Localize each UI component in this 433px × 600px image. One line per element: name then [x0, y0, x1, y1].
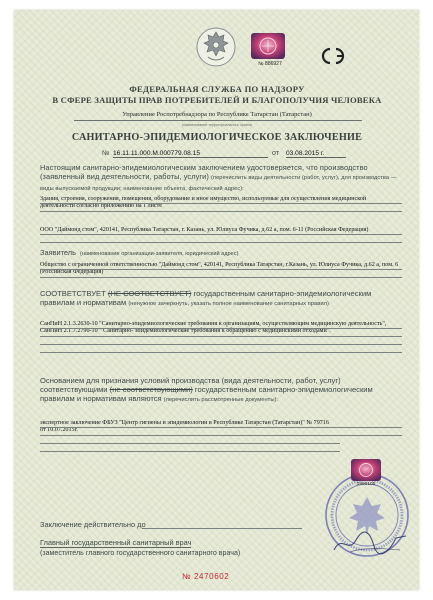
compliance-no-struck: (НЕ СООТВЕТСТВУЕТ)	[107, 289, 192, 298]
compliance-note: (ненужное зачеркнуть, указать полное наименование санитарных правил)	[128, 301, 329, 308]
basis-text-a: Основанием для признания условий производства (вида деятельности, работ, услуг) соответствующими	[40, 376, 341, 395]
department-underline	[74, 120, 362, 121]
rule-line	[40, 203, 402, 204]
number-label: №	[102, 150, 110, 157]
expertise-reference: экспертное заключение ФБУЗ "Центр гигиены и эпидемиологии в Республике Татарстан (Татарстан)" № 79716 от 10.07.2015г.	[40, 420, 329, 434]
rule-line	[40, 344, 402, 345]
compliance-yes: СООТВЕТСТВУЕТ	[40, 289, 106, 298]
hologram-number: № 886927	[258, 61, 282, 67]
serial-number: № 2470602	[182, 572, 230, 581]
certificate-number: 16.11.11.000.М.000779.08.15	[113, 150, 268, 158]
rule-line	[40, 443, 340, 444]
rule-line	[40, 352, 402, 353]
org-name-line2: В СФЕРЕ ЗАЩИТЫ ПРАВ ПОТРЕБИТЕЛЕЙ И БЛАГОПОЛУЧИЯ ЧЕЛОВЕКА	[52, 95, 382, 105]
conformity-mark-icon	[316, 46, 350, 66]
stamp-hologram-number: 0890105	[356, 482, 376, 487]
intro-text: Настоящим санитарно-эпидемиологическим заключением удостоверяется, что производство (заявленный вид деятельности, работы, услуги)	[40, 163, 368, 181]
applicant-label: Заявитель	[40, 248, 76, 257]
certificate-date: 03.08.2015 г.	[286, 150, 346, 158]
basis-paragraph	[40, 376, 402, 406]
rule-line	[40, 211, 402, 212]
intro-note: (перечислить виды деятельности (работ, услуг), для производства — виды выпускаемой продукции; наименование объекта, фактический адрес):	[40, 175, 397, 192]
rule-line	[40, 277, 402, 278]
basis-text-b: государственным санитарно-эпидемиологическим правилам и нормативам являются	[40, 385, 373, 404]
org-name-line1: ФЕДЕРАЛЬНАЯ СЛУЖБА ПО НАДЗОРУ	[129, 84, 305, 94]
validity-label: Заключение действительно до	[40, 520, 146, 529]
applicant-label-row	[40, 242, 402, 260]
department-name: Управление Роспотребнадзора по Республике Татарстан (Татарстан)	[122, 111, 312, 118]
production-address: ООО "Даймонд стом", 420141, Республика Татарстан, г. Казань, ул. Юлиуса Фучика, д.62 а, пом. 6-11 (Российская Федерация)	[40, 227, 369, 233]
signatory-caption: (заместитель главного государственного санитарного врача)	[40, 549, 241, 557]
rule-line	[40, 427, 402, 428]
intro-paragraph	[40, 163, 402, 194]
rule-line	[40, 451, 340, 452]
rule-line	[40, 328, 402, 329]
basis-note: (перечислить рассмотренные документы):	[163, 397, 279, 404]
date-label: от	[272, 150, 279, 157]
document-title: САНИТАРНО-ЭПИДЕМИОЛОГИЧЕСКОЕ ЗАКЛЮЧЕНИЕ	[71, 132, 363, 143]
rule-line	[40, 435, 402, 436]
rule-line	[40, 269, 402, 270]
compliance-rest: государственным санитарно-эпидемиологическим правилам и нормативам	[40, 289, 372, 308]
applicant-caption: (наименование организации-заявителя, юридический адрес)	[79, 251, 239, 257]
compliance-statement	[40, 289, 402, 309]
applicant-full-name: Общество с ограниченной ответственностью "Даймонд стом", 420141, Республика Татарстан, г.Казань, ул. Юлиуса Фучика, д.62 а, пом. 6 (Российская Федерация)	[40, 262, 399, 276]
signatory-title: Главный государственный санитарный врач	[40, 538, 192, 547]
rule-line	[40, 234, 402, 235]
department-caption: (наименование территориального органа)	[181, 123, 253, 127]
validity-line	[142, 528, 302, 529]
handwritten-signature-icon	[330, 528, 410, 558]
basis-struck: (не соответствующими)	[109, 385, 193, 395]
sanitary-rules: СанПиН 2.1.3.2630-10 "Санитарно-эпидемиологические требования к организациям, осуществляющим медицинскую деятельность", СанПиН 2.1.7.2790-10 " Санитарно- эпидемиологические требования к обращению с медицинскими отходами".	[40, 321, 387, 335]
activity-description: Здания, строения, сооружения, помещения, оборудование и иное имущество, используемые для осуществления медицинской деятельности согласно приложению на 1 листе	[40, 196, 367, 210]
coat-of-arms-icon	[196, 26, 236, 68]
rule-line	[40, 336, 402, 337]
